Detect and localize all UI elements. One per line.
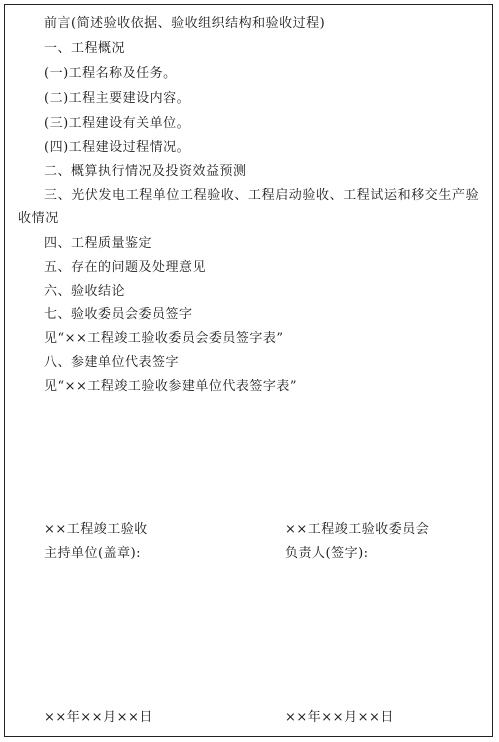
section-7-title: 七、验收委员会委员签字 [44, 307, 193, 322]
signature-right-line-2: 负责人(签字): [285, 546, 369, 561]
section-8-note: 见“××工程竣工验收参建单位代表签字表” [44, 379, 298, 394]
section-5-title: 五、存在的问题及处理意见 [44, 260, 207, 275]
signature-left-line-1: ××工程竣工验收 [44, 522, 148, 537]
section-7-note: 见“××工程竣工验收委员会委员签字表” [44, 331, 284, 346]
section-1-item-2: (二)工程主要建设内容。 [44, 91, 191, 106]
signature-left-date: ××年××月××日 [44, 710, 153, 725]
section-2-title: 二、概算执行情况及投资效益预测 [44, 164, 247, 179]
signature-right-date: ××年××月××日 [285, 710, 394, 725]
preface: 前言(简述验收依据、验收组织结构和验收过程) [44, 16, 326, 31]
section-8-title: 八、参建单位代表签字 [44, 355, 180, 370]
signature-left-line-2: 主持单位(盖章): [44, 546, 142, 561]
section-1-item-3: (三)工程建设有关单位。 [44, 116, 191, 131]
section-3-title: 三、光伏发电工程单位工程验收、工程启动验收、工程试运和移交生产验收情况 [18, 188, 480, 226]
section-4-title: 四、工程质量鉴定 [44, 236, 153, 251]
section-6-title: 六、验收结论 [44, 284, 126, 299]
section-1-item-1: (一)工程名称及任务。 [44, 66, 177, 81]
signature-right-line-1: ××工程竣工验收委员会 [285, 522, 430, 537]
section-1-title: 一、工程概况 [44, 41, 126, 56]
section-1-item-4: (四)工程建设过程情况。 [44, 140, 191, 155]
